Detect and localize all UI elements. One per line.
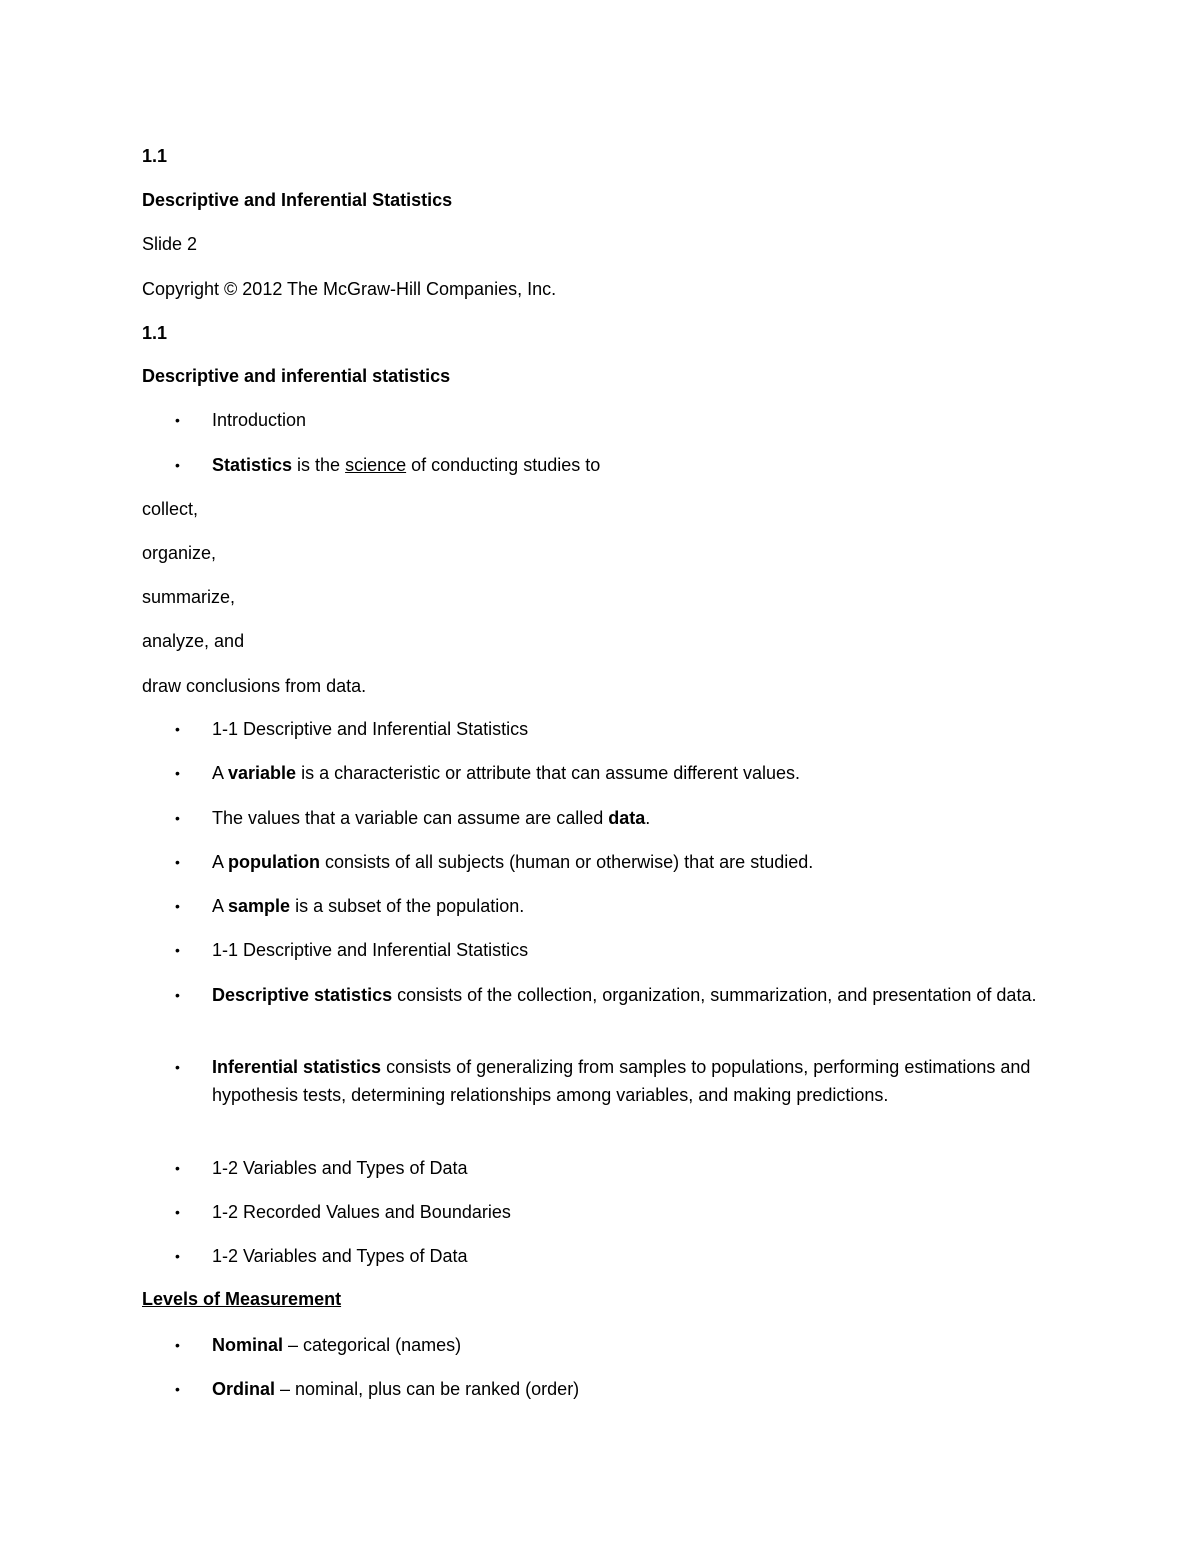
copyright-line: Copyright © 2012 The McGraw-Hill Companies, Inc. [142, 279, 557, 299]
bullet-section-1-2-b: 1-2 Recorded Values and Boundaries [212, 1202, 511, 1222]
bullet-marker: • [175, 1059, 180, 1075]
bullet-section-1-2-c: 1-2 Variables and Types of Data [212, 1246, 468, 1266]
section-number: 1.1 [142, 146, 168, 166]
bullet-marker: • [175, 457, 180, 473]
bullet-sample: A sample is a subset of the population. [212, 896, 525, 916]
levels-heading: Levels of Measurement [142, 1289, 342, 1309]
bullet-marker: • [175, 1381, 180, 1397]
bullet-marker: • [175, 765, 180, 781]
bullet-population: A population consists of all subjects (human or otherwise) that are studied. [212, 852, 814, 872]
bullet-data: The values that a variable can assume are called data. [212, 808, 651, 828]
bullet-introduction: Introduction [212, 410, 307, 430]
step-analyze: analyze, and [142, 631, 245, 651]
slide-label: Slide 2 [142, 234, 198, 254]
bullet-statistics-definition: Statistics is the science of conducting studies to [212, 455, 601, 475]
bullet-marker: • [175, 987, 180, 1003]
section-title: Descriptive and Inferential Statistics [142, 190, 453, 210]
bullet-section-1-1-b: 1-1 Descriptive and Inferential Statistics [212, 940, 529, 960]
section-number-2: 1.1 [142, 323, 168, 343]
bullet-inferential-statistics: Inferential statistics consists of generalizing from samples to populations, performing estimations and hypothesis tests, determining relationships among variables, and making predictions. [212, 1057, 1031, 1105]
section-title-2: Descriptive and inferential statistics [142, 366, 451, 386]
bullet-nominal: Nominal – categorical (names) [212, 1335, 462, 1355]
bullet-descriptive-statistics: Descriptive statistics consists of the collection, organization, summarization, and presentation of data. [212, 985, 1037, 1005]
bullet-marker: • [175, 810, 180, 826]
step-collect: collect, [142, 499, 199, 519]
step-conclude: draw conclusions from data. [142, 676, 367, 696]
bullet-variable: A variable is a characteristic or attribute that can assume different values. [212, 763, 800, 783]
bullet-marker: • [175, 1248, 180, 1264]
bullet-marker: • [175, 898, 180, 914]
bullet-marker: • [175, 1337, 180, 1353]
step-organize: organize, [142, 543, 217, 563]
bullet-marker: • [175, 1204, 180, 1220]
bullet-marker: • [175, 721, 180, 737]
bullet-marker: • [175, 854, 180, 870]
bullet-marker: • [175, 942, 180, 958]
bullet-section-1-1: 1-1 Descriptive and Inferential Statistics [212, 719, 529, 739]
bullet-ordinal: Ordinal – nominal, plus can be ranked (order) [212, 1379, 580, 1399]
bullet-section-1-2-a: 1-2 Variables and Types of Data [212, 1158, 468, 1178]
bullet-marker: • [175, 412, 180, 428]
step-summarize: summarize, [142, 587, 236, 607]
bullet-marker: • [175, 1160, 180, 1176]
